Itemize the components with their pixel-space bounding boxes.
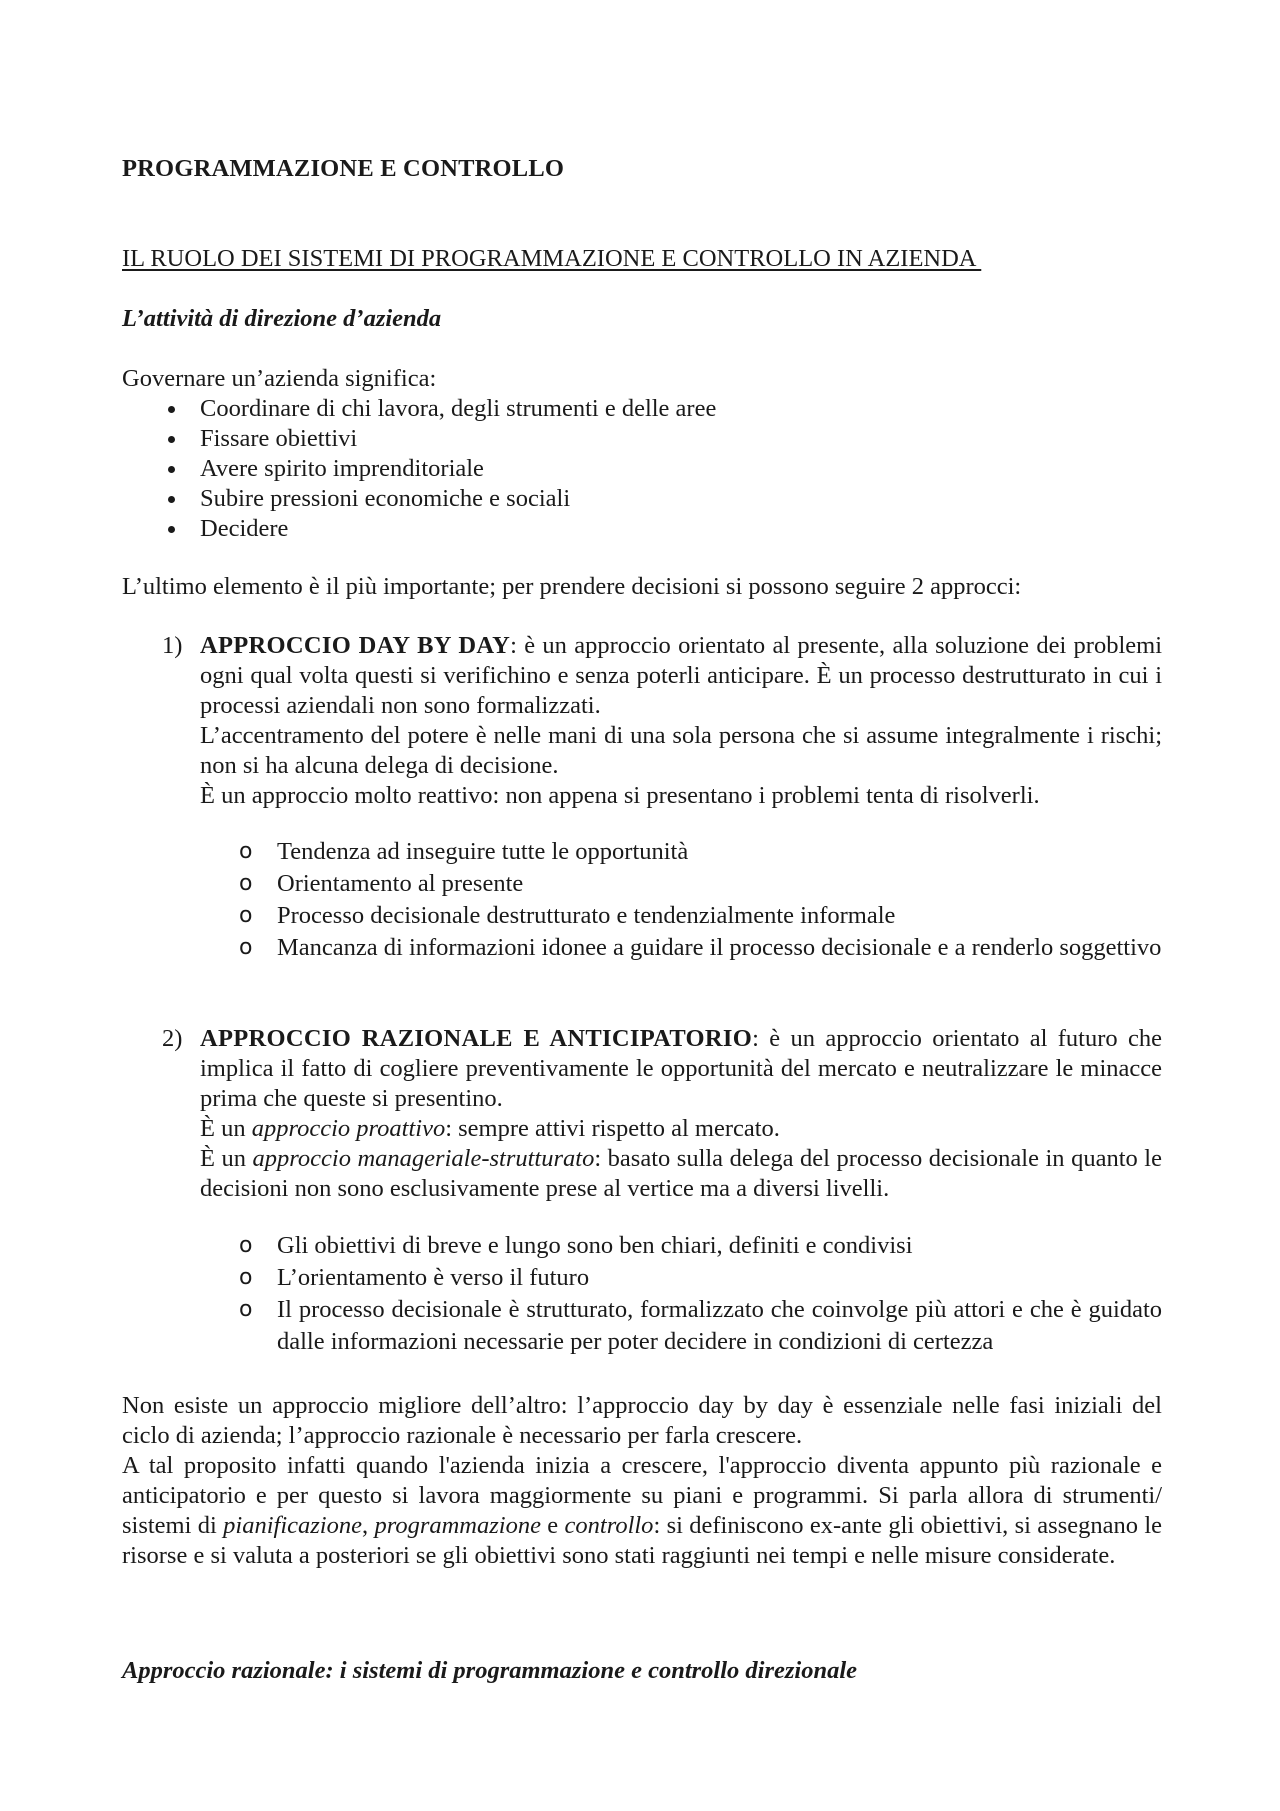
sub-list-day-by-day <box>277 836 1162 964</box>
approach-paragraph: L’accentramento del potere è nelle mani di una sola persona che si assume integralmente i rischi; non si ha alcuna delega di decisione. <box>200 722 1162 779</box>
list-item: o Gli obiettivi di breve e lungo sono ben chiari, definiti e condivisi <box>277 1230 1162 1262</box>
text-run: È un <box>200 1115 252 1142</box>
approach-name: APPROCCIO DAY BY DAY <box>200 632 511 659</box>
text-run: : basato sulla delega del processo decisionale in quanto le decisioni non sono esclusivamente prese al vertice ma a diversi livelli. <box>200 1145 1162 1202</box>
bullet-list <box>200 394 716 544</box>
approach-paragraph: È un approccio molto reattivo: non appena si presentano i problemi tenta di risolverli. <box>200 782 1040 809</box>
list-number: 2) <box>162 1025 183 1052</box>
list-item: o Il processo decisionale è strutturato, formalizzato che coinvolge più attori e che è guidato dalle informazioni necessarie per poter decidere in condizioni di certezza <box>277 1294 1162 1358</box>
lead-text: L’ultimo elemento è il più importante; per prendere decisioni si possono seguire 2 approcci: <box>122 573 1022 600</box>
approach-razionale <box>162 1024 1163 1204</box>
final-heading: Approccio razionale: i sistemi di programmazione e controllo direzionale <box>122 1657 858 1684</box>
text-run: : si definiscono ex-ante gli obiettivi, si assegnano le risorse e si valuta a posteriori se gli obiettivi sono stati raggiunti nei tempi e nelle misure considerate. <box>122 1512 1163 1569</box>
text-run: È un <box>200 1145 253 1172</box>
text-run: A tal proposito infatti quando l'azienda inizia a crescere, l'approccio diventa appunto più razionale e anticipatorio e per questo si lavora maggiormente su piani e programmi. Si parla allora di strumenti/ sistemi di <box>122 1452 1162 1539</box>
emphasis-text: pianificazione <box>223 1512 362 1539</box>
approach-paragraph <box>200 631 1162 721</box>
emphasis-text: controllo <box>564 1512 654 1539</box>
text-run: : sempre attivi rispetto al mercato. <box>445 1115 780 1142</box>
conclusion <box>122 1391 1162 1571</box>
approach-description: : è un approccio orientato al futuro che implica il fatto di cogliere preventivamente le opportunità del mercato e neutralizzare le minacce prima che queste si presentino. <box>200 1025 1163 1112</box>
conclusion-paragraph <box>122 1451 1162 1571</box>
list-item: Fissare obiettivi <box>200 424 716 454</box>
approach-paragraph <box>200 1144 1162 1204</box>
list-item: Avere spirito imprenditoriale <box>200 454 716 484</box>
sub-list-razionale <box>277 1230 1162 1358</box>
list-item: o Processo decisionale destrutturato e tendenzialmente informale <box>277 900 1162 932</box>
approach-day-by-day <box>162 631 1163 811</box>
text-run: , <box>361 1512 375 1539</box>
conclusion-paragraph: Non esiste un approccio migliore dell’altro: l’approccio day by day è essenziale nelle fasi iniziali del ciclo di azienda; l’approccio razionale è necessario per farla crescere. <box>122 1392 1162 1449</box>
subsection-title: L’attività di direzione d’azienda <box>122 305 442 332</box>
approach-description: : è un approccio orientato al presente, alla soluzione dei problemi ogni qual volta questi si verifichino e senza poterli anticipare. È un processo destrutturato in cui i processi aziendali non sono formalizzati. <box>200 632 1163 719</box>
approach-name: APPROCCIO RAZIONALE E ANTICIPATORIO <box>200 1025 753 1052</box>
section-title: IL RUOLO DEI SISTEMI DI PROGRAMMAZIONE E CONTROLLO IN AZIENDA <box>122 245 982 272</box>
intro-text: Governare un’azienda significa: <box>122 365 437 392</box>
list-item: Subire pressioni economiche e sociali <box>200 484 716 514</box>
list-item: o L’orientamento è verso il futuro <box>277 1262 1162 1294</box>
list-number: 1) <box>162 632 183 659</box>
text-run: e <box>540 1512 565 1539</box>
emphasis-text: programmazione <box>374 1512 541 1539</box>
emphasis-text: approccio proattivo <box>251 1115 446 1142</box>
emphasis-text: approccio manageriale-strutturato <box>252 1145 595 1172</box>
list-item: o Tendenza ad inseguire tutte le opportunità <box>277 836 1162 868</box>
approach-paragraph <box>200 1114 1162 1144</box>
list-item: Decidere <box>200 514 716 544</box>
approach-paragraph <box>200 1024 1162 1114</box>
list-item: o Orientamento al presente <box>277 868 1162 900</box>
list-item: o Mancanza di informazioni idonee a guidare il processo decisionale e a renderlo soggettivo <box>277 932 1162 964</box>
document-title: PROGRAMMAZIONE E CONTROLLO <box>122 155 565 182</box>
list-item: Coordinare di chi lavora, degli strumenti e delle aree <box>200 395 717 422</box>
